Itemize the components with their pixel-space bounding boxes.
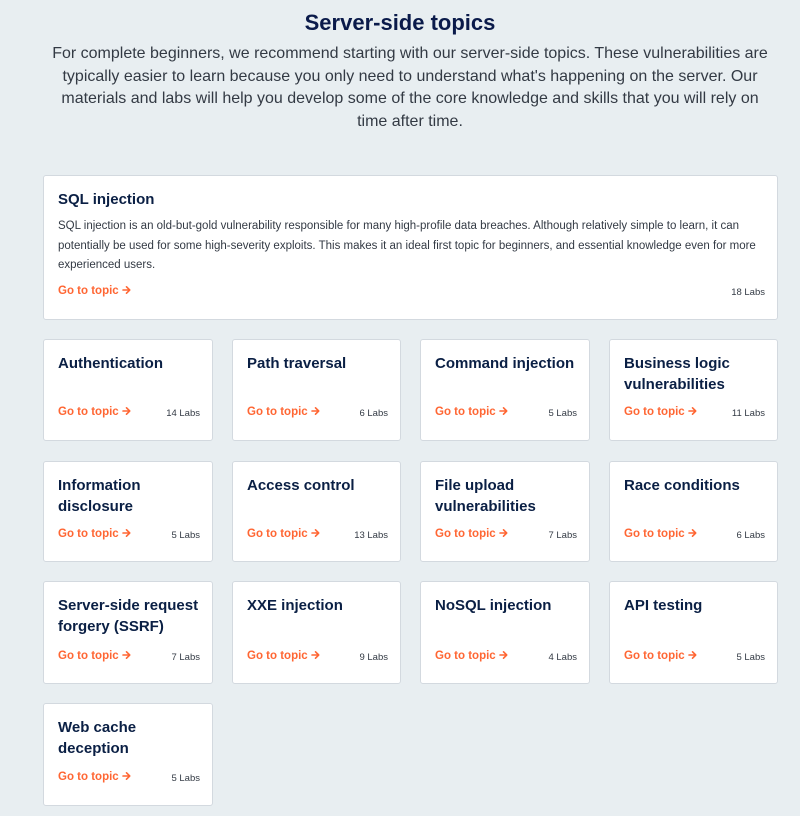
go-to-topic-link[interactable] — [247, 650, 320, 662]
topic-card-information-disclosure[interactable] — [43, 461, 213, 562]
go-to-topic-link[interactable] — [58, 771, 131, 783]
topic-card-sql-injection[interactable] — [43, 175, 778, 320]
labs-count: 11 Labs — [731, 408, 765, 419]
topic-title: SQL injection — [58, 191, 155, 208]
go-to-topic-label: Go to topic — [624, 406, 685, 418]
topic-title: Business logic vulnerabilities — [624, 355, 730, 393]
topic-card-command-injection[interactable] — [420, 339, 590, 441]
labs-count: 7 Labs — [548, 530, 577, 541]
go-to-topic-link[interactable] — [247, 406, 320, 418]
topic-card-web-cache-deception[interactable] — [43, 703, 213, 806]
topic-card-access-control[interactable] — [232, 461, 401, 562]
topic-title: Web cache deception — [58, 719, 137, 757]
go-to-topic-label: Go to topic — [58, 528, 119, 540]
arrow-right-icon — [688, 406, 697, 416]
arrow-right-icon — [499, 406, 508, 416]
go-to-topic-label: Go to topic — [58, 771, 119, 783]
topic-card-ssrf[interactable] — [43, 581, 213, 684]
go-to-topic-label: Go to topic — [435, 528, 496, 540]
topic-card-business-logic[interactable] — [609, 339, 778, 441]
labs-count: 18 Labs — [731, 287, 765, 298]
arrow-right-icon — [311, 650, 320, 660]
topic-title: NoSQL injection — [435, 597, 552, 614]
topic-description: SQL injection is an old-but-gold vulnerability responsible for many high-profile data breaches. Although relatively simple to learn, it can potentially be used for some high-severity exploits. This makes it an ideal first topic for beginners, and essential knowledge even for more experienced users. — [58, 220, 756, 271]
go-to-topic-link[interactable] — [58, 650, 131, 662]
go-to-topic-link[interactable] — [624, 406, 697, 418]
go-to-topic-link[interactable] — [435, 650, 508, 662]
topic-title: XXE injection — [247, 597, 343, 614]
topic-title: Authentication — [58, 355, 163, 372]
arrow-right-icon — [688, 650, 697, 660]
topic-card-xxe-injection[interactable] — [232, 581, 401, 684]
labs-count: 14 Labs — [166, 408, 200, 419]
topic-title: Command injection — [435, 355, 575, 372]
go-to-topic-link[interactable] — [624, 650, 697, 662]
arrow-right-icon — [688, 528, 697, 538]
go-to-topic-link[interactable] — [58, 528, 131, 540]
arrow-right-icon — [499, 528, 508, 538]
labs-count: 4 Labs — [548, 652, 577, 663]
go-to-topic-link[interactable] — [624, 528, 697, 540]
go-to-topic-label: Go to topic — [58, 285, 119, 297]
arrow-right-icon — [122, 285, 131, 295]
go-to-topic-link[interactable] — [435, 528, 508, 540]
labs-count: 5 Labs — [736, 652, 765, 663]
arrow-right-icon — [311, 528, 320, 538]
topic-card-authentication[interactable] — [43, 339, 213, 441]
topic-title: Race conditions — [624, 477, 740, 494]
topic-title: Path traversal — [247, 355, 347, 372]
section-title: Server-side topics — [304, 10, 496, 35]
arrow-right-icon — [122, 528, 131, 538]
arrow-right-icon — [122, 771, 131, 781]
go-to-topic-link[interactable] — [58, 406, 131, 418]
labs-count: 5 Labs — [548, 408, 577, 419]
labs-count: 9 Labs — [359, 652, 388, 663]
labs-count: 7 Labs — [171, 652, 200, 663]
arrow-right-icon — [122, 406, 131, 416]
go-to-topic-label: Go to topic — [247, 528, 308, 540]
topic-card-path-traversal[interactable] — [232, 339, 401, 441]
go-to-topic-label: Go to topic — [435, 406, 496, 418]
go-to-topic-label: Go to topic — [435, 650, 496, 662]
topic-title: Server-side request forgery (SSRF) — [58, 597, 199, 635]
labs-count: 6 Labs — [359, 408, 388, 419]
topic-title: Information disclosure — [58, 477, 141, 515]
go-to-topic-link[interactable] — [435, 406, 508, 418]
topic-card-race-conditions[interactable] — [609, 461, 778, 562]
topic-title: Access control — [247, 477, 355, 494]
labs-count: 5 Labs — [171, 773, 200, 784]
go-to-topic-label: Go to topic — [247, 650, 308, 662]
go-to-topic-label: Go to topic — [58, 406, 119, 418]
arrow-right-icon — [122, 650, 131, 660]
topic-card-api-testing[interactable] — [609, 581, 778, 684]
go-to-topic-label: Go to topic — [624, 650, 685, 662]
topic-title: API testing — [624, 597, 703, 614]
labs-count: 6 Labs — [736, 530, 765, 541]
go-to-topic-label: Go to topic — [58, 650, 119, 662]
labs-count: 13 Labs — [354, 530, 388, 541]
go-to-topic-link[interactable] — [247, 528, 320, 540]
go-to-topic-label: Go to topic — [624, 528, 685, 540]
labs-count: 5 Labs — [171, 530, 200, 541]
section-intro: For complete beginners, we recommend starting with our server-side topics. These vulnerabilities are typically easier to learn because you only need to understand what's happening on the server. Our materials and labs will help you develop some of the core knowledge and skills that you will rely on time after time. — [52, 45, 768, 130]
topic-card-file-upload[interactable] — [420, 461, 590, 562]
go-to-topic-label: Go to topic — [247, 406, 308, 418]
arrow-right-icon — [311, 406, 320, 416]
topic-title: File upload vulnerabilities — [435, 477, 536, 515]
go-to-topic-link[interactable] — [58, 285, 131, 297]
arrow-right-icon — [499, 650, 508, 660]
topic-card-nosql-injection[interactable] — [420, 581, 590, 684]
